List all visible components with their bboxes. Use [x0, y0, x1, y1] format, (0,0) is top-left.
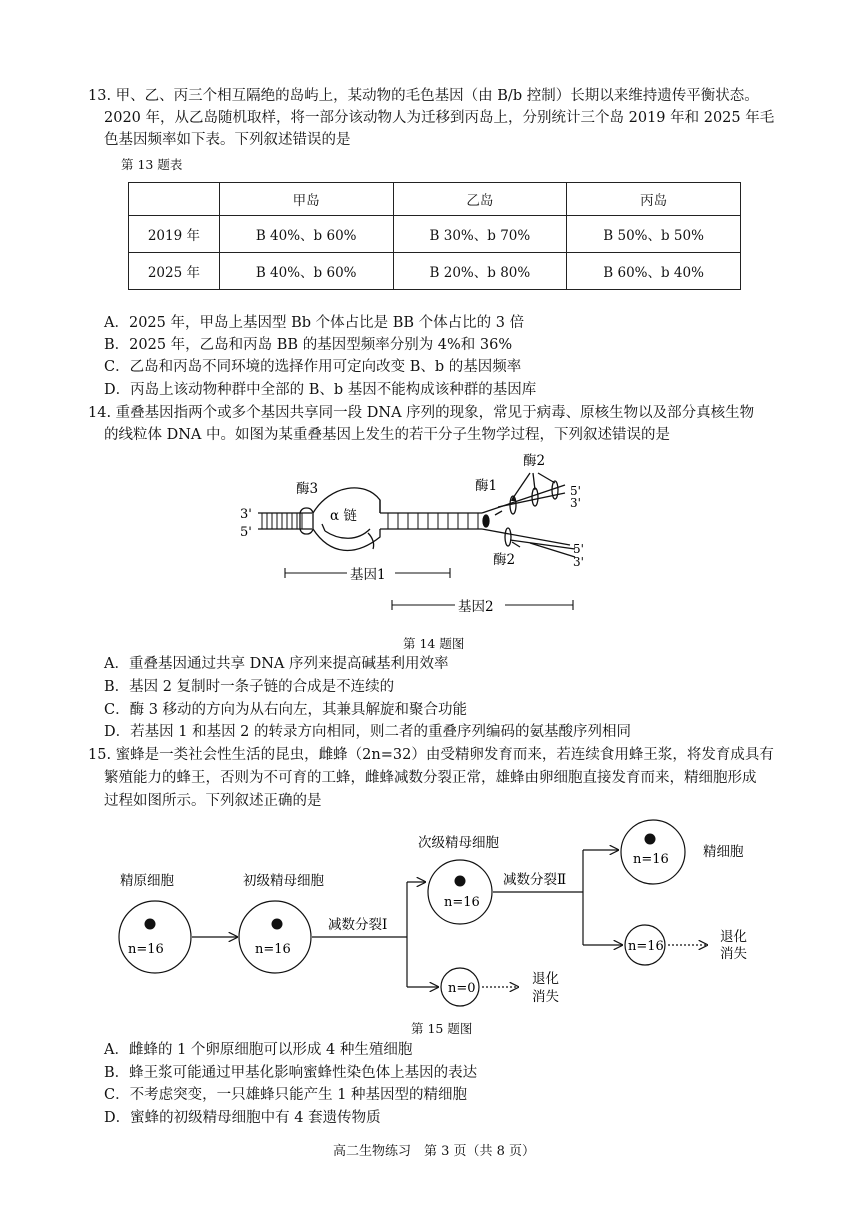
nucleus-icon — [145, 919, 156, 930]
label-n16: n=16 — [633, 852, 669, 867]
label-n16: n=16 — [128, 942, 164, 957]
table-row — [129, 183, 741, 216]
q14-stem-line-2: 的线粒体 DNA 中。如图为某重叠基因上发生的若干分子生物学过程，下列叙述错误的是 — [104, 427, 670, 443]
q14-option-b: B．基因 2 复制时一条子链的合成是不连续的 — [104, 679, 395, 695]
label-degenerate: 退化 — [532, 971, 559, 987]
label-spermatogonium: 精原细胞 — [120, 873, 174, 889]
q15-stem-line-1: 15. 蜜蜂是一类社会性生活的昆虫，雌蜂（2n=32）由受精卵发育而来，若连续食用蜂王浆，将发育成具有 — [88, 747, 774, 763]
label-enzyme-3: 酶3 — [296, 481, 319, 497]
q13-table — [128, 182, 741, 290]
table-row — [129, 216, 741, 253]
table-cell: 丙岛 — [567, 183, 741, 216]
q14-stem-line-1: 14. 重叠基因指两个或多个基因共享同一段 DNA 序列的现象，常见于病毒、原核生物以及部分真核生物 — [88, 405, 755, 421]
label-n16: n=16 — [444, 895, 480, 910]
label-disappear: 消失 — [720, 946, 747, 962]
q13-stem-line-2: 2020 年，从乙岛随机取样，将一部分该动物人为迁移到丙岛上，分别统计三个岛 2019 年和 2025 年毛 — [104, 110, 775, 126]
enzyme-1-shape — [483, 515, 489, 527]
q13-option-b: B．2025 年，乙岛和丙岛 BB 的基因型频率分别为 4%和 36% — [104, 337, 513, 353]
label-5prime-right-bot: 5' — [573, 542, 584, 556]
label-enzyme-2-top: 酶2 — [523, 453, 546, 469]
label-n16: n=16 — [628, 939, 664, 954]
table-cell: B 50%、b 50% — [567, 216, 741, 253]
q15-option-c: C．不考虑突变，一只雄蜂只能产生 1 种基因型的精细胞 — [104, 1087, 468, 1103]
table-cell: B 40%、b 60% — [219, 253, 393, 290]
q13-option-d: D．丙岛上该动物种群中全部的 B、b 基因不能构成该种群的基因库 — [104, 382, 537, 398]
label-primary-spermatocyte: 初级精母细胞 — [243, 873, 324, 889]
nucleus-icon — [645, 834, 656, 845]
table-cell: 2025 年 — [129, 253, 220, 290]
table-cell: B 30%、b 70% — [393, 216, 567, 253]
q14-option-d: D．若基因 1 和基因 2 的转录方向相同，则二者的重叠序列编码的氨基酸序列相同 — [104, 724, 632, 740]
label-gene-1: 基因1 — [350, 567, 386, 583]
table-row — [129, 253, 741, 290]
nucleus-icon — [272, 919, 283, 930]
q13-stem-line-3: 色基因频率如下表。下列叙述错误的是 — [104, 132, 351, 148]
q13-option-a: A．2025 年，甲岛上基因型 Bb 个体占比是 BB 个体占比的 3 倍 — [104, 315, 525, 331]
label-3prime-right-bot: 3' — [573, 555, 584, 569]
label-alpha-chain: α 链 — [330, 508, 357, 524]
q15-stem-line-3: 过程如图所示。下列叙述正确的是 — [104, 793, 322, 809]
q13-stem-line-1: 13. 甲、乙、丙三个相互隔绝的岛屿上，某动物的毛色基因（由 B/b 控制）长期以来维持遗传平衡状态。 — [88, 88, 759, 104]
table-cell: 2019 年 — [129, 216, 220, 253]
q15-option-d: D．蜜蜂的初级精母细胞中有 4 套遗传物质 — [104, 1110, 381, 1126]
q15-figure — [100, 812, 800, 1017]
label-secondary-spermatocyte: 次级精母细胞 — [418, 835, 499, 851]
q13-option-c: C．乙岛和丙岛不同环境的选择作用可定向改变 B、b 的基因频率 — [104, 359, 522, 375]
label-gene-2: 基因2 — [458, 599, 494, 615]
q15-option-a: A．雌蜂的 1 个卵原细胞可以形成 4 种生殖细胞 — [104, 1042, 413, 1058]
label-enzyme-1: 酶1 — [475, 478, 498, 494]
label-disappear: 消失 — [532, 989, 559, 1005]
q14-option-a: A．重叠基因通过共享 DNA 序列来提高碱基利用效率 — [104, 656, 449, 672]
q13-table-caption: 第 13 题表 — [121, 157, 183, 172]
secondary-spermatocyte-cell — [428, 860, 492, 924]
label-5prime-left: 5' — [240, 525, 252, 540]
q15-caption: 第 15 题图 — [411, 1021, 473, 1036]
nucleus-icon — [455, 876, 466, 887]
label-sperm: 精细胞 — [703, 844, 744, 860]
page-footer: 高二生物练习 第 3 页（共 8 页） — [332, 1144, 536, 1159]
table-cell: B 40%、b 60% — [219, 216, 393, 253]
q14-option-c: C．酶 3 移动的方向为从右向左，其兼具解旋和聚合功能 — [104, 702, 468, 718]
table-cell — [129, 183, 220, 216]
q14-caption: 第 14 题图 — [403, 636, 465, 651]
label-n16: n=16 — [255, 942, 291, 957]
q15-option-b: B．蜂王浆可能通过甲基化影响蜜蜂性染色体上基因的表达 — [104, 1065, 478, 1081]
label-degenerate: 退化 — [720, 929, 747, 945]
label-5prime-right-top: 5' — [570, 484, 581, 498]
table-cell: 乙岛 — [393, 183, 567, 216]
label-meiosis-2: 减数分裂Ⅱ — [503, 872, 567, 888]
table-cell: B 20%、b 80% — [393, 253, 567, 290]
label-meiosis-1: 减数分裂Ⅰ — [328, 917, 388, 933]
q15-stem-line-2: 繁殖能力的蜂王，否则为不可育的工蜂，雌蜂减数分裂正常，雄蜂由卵细胞直接发育而来，精细胞形成 — [104, 770, 757, 786]
q14-figure — [230, 445, 610, 625]
table-cell: 甲岛 — [219, 183, 393, 216]
label-enzyme-2-bottom: 酶2 — [493, 552, 516, 568]
table-cell: B 60%、b 40% — [567, 253, 741, 290]
label-3prime-right-top: 3' — [570, 496, 581, 510]
primary-spermatocyte-cell — [239, 901, 311, 973]
spermatogonium-cell — [119, 901, 191, 973]
label-n0: n=0 — [448, 981, 476, 996]
label-3prime-left: 3' — [240, 507, 252, 522]
